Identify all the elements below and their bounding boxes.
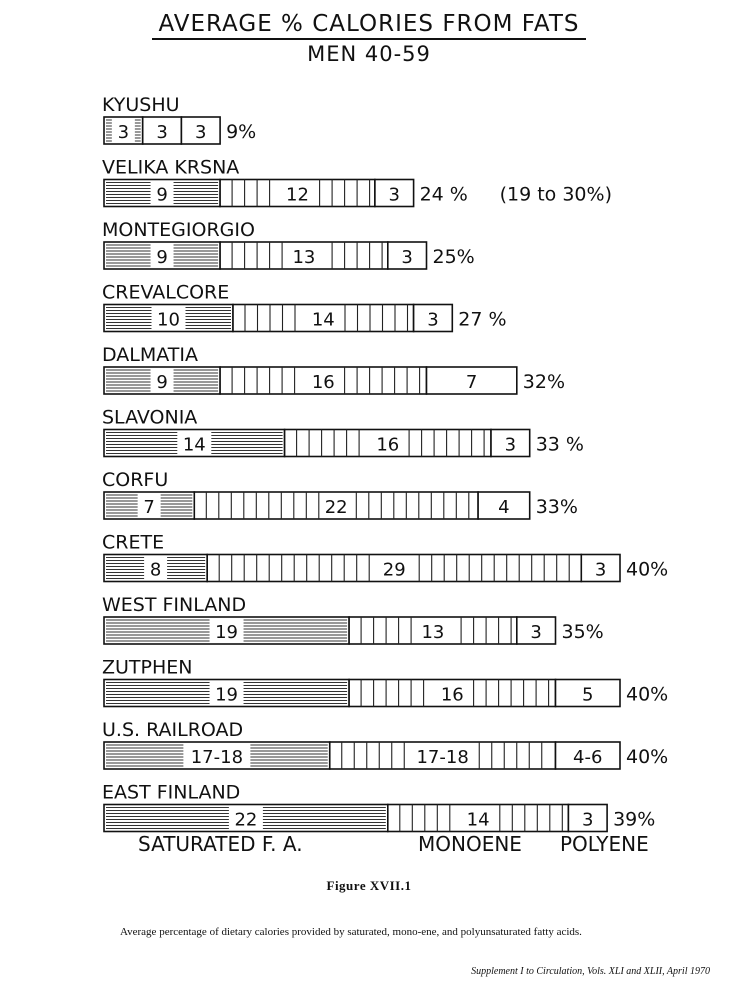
segment-value-label: 12 — [286, 184, 309, 206]
segment-value-label: 19 — [215, 622, 239, 643]
row-total-label: 33 % — [535, 433, 584, 456]
row-label: WEST FINLAND — [102, 594, 247, 616]
chart-subtitle: MEN 40-59 — [307, 42, 431, 66]
segment-value-label: 3 — [388, 184, 400, 206]
segment-value-label: 22 — [324, 497, 348, 518]
segment-value-label: 16 — [311, 372, 335, 393]
row-total-label: 40% — [626, 558, 669, 581]
row-label: ZUTPHEN — [102, 656, 193, 679]
segment-value-label: 3 — [427, 309, 439, 331]
category-label-polyene: POLYENE — [560, 832, 649, 856]
row-total-label: 25% — [432, 246, 475, 268]
row-label: U.S. RAILROAD — [102, 719, 244, 741]
segment-value-label: 29 — [382, 559, 406, 581]
category-label-monoene: MONOENE — [418, 832, 522, 856]
segment-value-label: 8 — [149, 559, 162, 581]
row-label: DALMATIA — [102, 344, 199, 366]
segment-value-label: 7 — [465, 372, 478, 393]
row-label: CREVALCORE — [102, 281, 230, 304]
segment-value-label: 9 — [156, 372, 168, 393]
segment-value-label: 3 — [594, 559, 607, 581]
row-total-label: 24 % — [419, 183, 468, 206]
segment-value-label: 3 — [582, 809, 594, 831]
segment-value-label: 3 — [504, 434, 517, 456]
row-total-label: 27 % — [458, 308, 507, 331]
figure-label: Figure XVII.1 — [326, 878, 412, 893]
segment-value-label: 14 — [182, 434, 206, 456]
source-citation: Supplement I to Circulation, Vols. XLI and XLII, April 1970 — [471, 966, 710, 977]
segment-value-label: 17-18 — [416, 747, 469, 768]
segment-value-label: 5 — [582, 684, 594, 706]
row-range-note: (19 to 30%) — [499, 183, 612, 206]
row-label: CRETE — [102, 531, 165, 554]
row-total-label: 9% — [226, 121, 257, 143]
segment-value-label: 19 — [215, 684, 239, 706]
figure-caption: Average percentage of dietary calories provided by saturated, mono-ene, and polyunsaturated fatty acids. — [120, 926, 582, 938]
row-total-label: 35% — [561, 621, 604, 643]
row-label: MONTEGIORGIO — [102, 219, 255, 241]
row-total-label: 32% — [522, 371, 566, 393]
segment-value-label: 16 — [440, 684, 464, 706]
segment-value-label: 9 — [156, 184, 168, 206]
segment-value-label: 3 — [530, 622, 542, 643]
segment-value-label: 13 — [421, 622, 445, 643]
segment-value-label: 17-18 — [190, 747, 244, 768]
segment-value-label: 14 — [311, 309, 335, 331]
segment-value-label: 16 — [376, 434, 400, 456]
row-label: SLAVONIA — [102, 406, 198, 429]
row-total-label: 40% — [626, 746, 669, 768]
row-total-label: 33% — [535, 496, 578, 518]
segment-value-label: 14 — [466, 809, 490, 831]
category-label-saturated: SATURATED F. A. — [138, 832, 303, 856]
chart-title-text: AVERAGE % CALORIES FROM FATS — [152, 11, 585, 40]
segment-value-label: 4 — [498, 497, 510, 518]
segment-value-label: 7 — [143, 497, 155, 518]
segment-value-label: 9 — [156, 247, 168, 268]
row-label: KYUSHU — [102, 94, 180, 116]
segment-value-label: 3 — [401, 247, 413, 268]
row-total-label: 39% — [613, 808, 656, 831]
row-label: VELIKA KRSNA — [102, 156, 240, 179]
segment-value-label: 10 — [157, 309, 180, 331]
segment-value-label: 4-6 — [573, 747, 603, 768]
row-label: CORFU — [102, 469, 169, 491]
segment-value-label: 22 — [234, 809, 258, 831]
segment-value-label: 3 — [156, 122, 168, 143]
row-label: EAST FINLAND — [102, 781, 241, 804]
segment-value-label: 3 — [117, 122, 130, 143]
segment-value-label: 13 — [292, 247, 316, 268]
row-total-label: 40% — [626, 683, 669, 706]
segment-value-label: 3 — [195, 122, 207, 143]
